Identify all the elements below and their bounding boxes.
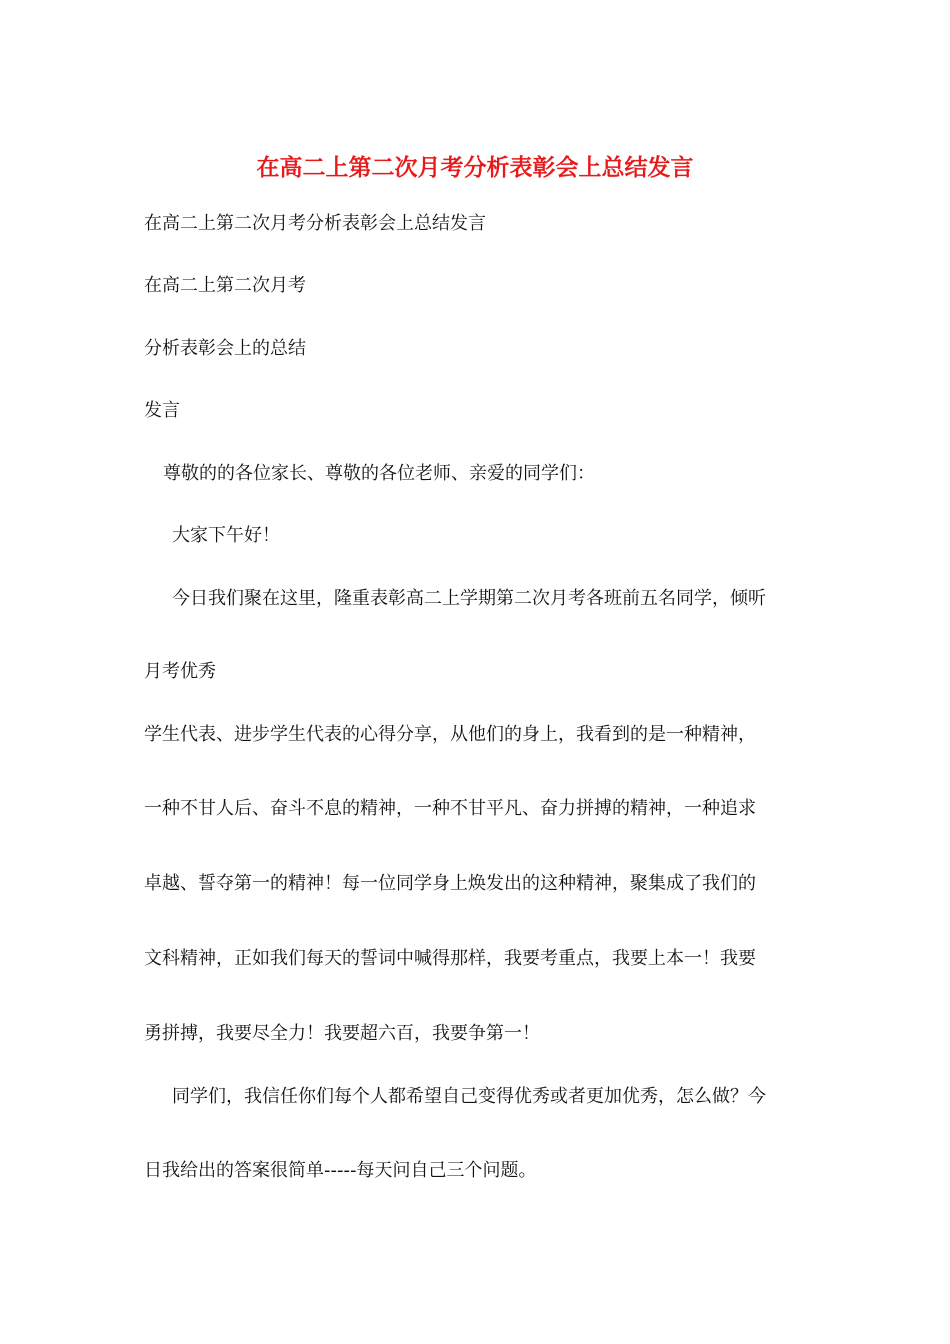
paragraph-line: 文科精神，正如我们每天的誓词中喊得那样，我要考重点，我要上本一！我要 [144,948,756,969]
text-line: 在高二上第二次月考分析表彰会上总结发言 [144,213,486,234]
paragraph-line: 月考优秀 [144,661,216,682]
text-line: 发言 [144,400,180,421]
greeting-line: 大家下午好！ [172,525,280,546]
paragraph-line: 卓越、誓夺第一的精神！每一位同学身上焕发出的这种精神，聚集成了我们的 [144,873,756,894]
text-line: 分析表彰会上的总结 [144,338,306,359]
paragraph-line: 学生代表、进步学生代表的心得分享，从他们的身上，我看到的是一种精神， [144,724,756,745]
paragraph-line: 今日我们聚在这里，隆重表彰高二上学期第二次月考各班前五名同学，倾听 [172,588,766,609]
salutation-line: 尊敬的的各位家长、尊敬的各位老师、亲爱的同学们： [163,463,595,484]
paragraph-line: 日我给出的答案很简单-----每天问自己三个问题。 [144,1160,537,1181]
paragraph-line: 勇拼搏，我要尽全力！我要超六百，我要争第一！ [144,1023,540,1044]
document-title: 在高二上第二次月考分析表彰会上总结发言 [256,154,694,181]
paragraph-line: 同学们，我信任你们每个人都希望自己变得优秀或者更加优秀，怎么做？今 [172,1086,766,1107]
paragraph-line: 一种不甘人后、奋斗不息的精神，一种不甘平凡、奋力拼搏的精神，一种追求 [144,798,756,819]
text-line: 在高二上第二次月考 [144,275,306,296]
